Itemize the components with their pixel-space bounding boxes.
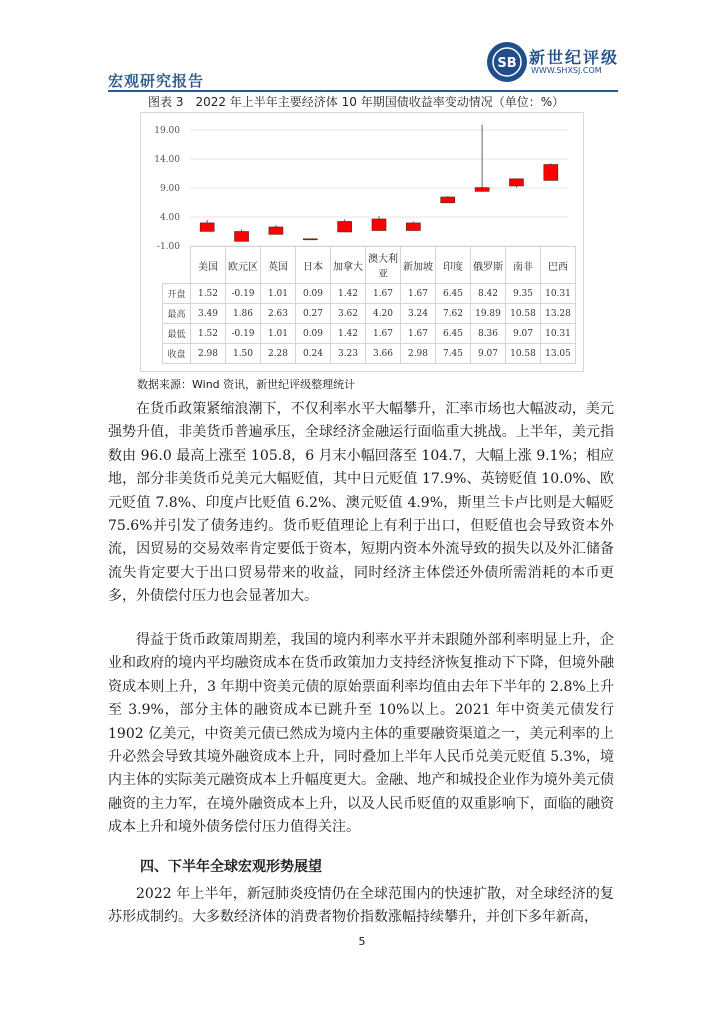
open-value: 8.42 <box>471 284 506 304</box>
row-label: 最高 <box>163 304 191 324</box>
candle-body <box>441 197 455 203</box>
y-axis-ticks <box>154 126 180 252</box>
candle-body <box>200 223 214 231</box>
open-value: 9.35 <box>506 284 541 304</box>
close-value: 1.50 <box>226 344 261 364</box>
category-label: 加拿大 <box>331 247 366 284</box>
close-value: 7.45 <box>436 344 471 364</box>
low-value: 8.36 <box>471 324 506 344</box>
high-value: 13.28 <box>541 304 576 324</box>
table-corner <box>163 247 191 284</box>
category-label: 南非 <box>506 247 541 284</box>
close-value: 3.66 <box>366 344 401 364</box>
category-label: 美国 <box>191 247 226 284</box>
logo-name: 新世纪评级 <box>529 48 620 67</box>
section-heading: 四、下半年全球宏观形势展望 <box>140 859 322 875</box>
low-value: 1.01 <box>261 324 296 344</box>
high-value: 3.49 <box>191 304 226 324</box>
low-value: 1.42 <box>331 324 366 344</box>
chart-data-table <box>162 246 576 364</box>
body-paragraph-2: 得益于货币政策周期差，我国的境内利率水平并未跟随外部利率明显上升，企业和政府的境内平均融资成本在货币政策加力支持经济恢复推动下下降，但境外融资成本则上升，3 年期中资美元债的原始票面利率均值由去年下半年的 2.8%上升至 3.9%，部分主体的融资成本已跳升至 10%以上。2021 年中资美元债发行 1902 亿美元，中资美元债已然成为境内主体的重要融资渠道之一，美元利率的上升必然会导致其境外融资成本上升，同时叠加上半年人民币兑美元贬值 5.3%，境内主体的实际美元融资成本上升幅度更大。金融、地产和城投企业作为境外美元债融资的主力军，在境外融资成本上升，以及人民币贬值的双重影响下，面临的融资成本上升和境外债务偿付压力值得关注。 <box>108 632 614 836</box>
logo-url: WWW.SHXSJ.COM <box>531 66 602 75</box>
low-value: 10.31 <box>541 324 576 344</box>
table-row-low <box>163 324 576 344</box>
low-value: 9.07 <box>506 324 541 344</box>
open-value: 1.67 <box>366 284 401 304</box>
high-value: 0.27 <box>296 304 331 324</box>
figure-source: 数据来源：Wind 资讯，新世纪评级整理统计 <box>137 378 356 391</box>
y-tick-label: -1.00 <box>156 242 180 252</box>
open-value: 0.09 <box>296 284 331 304</box>
category-label: 日本 <box>296 247 331 284</box>
table-row-open <box>163 284 576 304</box>
close-value: 2.98 <box>401 344 436 364</box>
row-label: 最低 <box>163 324 191 344</box>
category-label: 欧元区 <box>226 247 261 284</box>
low-value: 1.67 <box>366 324 401 344</box>
category-label: 俄罗斯 <box>471 247 506 284</box>
high-value: 3.62 <box>331 304 366 324</box>
low-value: 6.45 <box>436 324 471 344</box>
high-value: 1.86 <box>226 304 261 324</box>
body-paragraph-3: 2022 年上半年，新冠肺炎疫情仍在全球范围内的快速扩散，对全球经济的复苏形成制约。大多数经济体的消费者物价指数涨幅持续攀升，并创下多年新高， <box>108 886 614 926</box>
candle-body <box>475 188 489 192</box>
high-value: 2.63 <box>261 304 296 324</box>
y-tick-label: 19.00 <box>154 126 180 136</box>
category-label: 新加坡 <box>401 247 436 284</box>
logo-initials: SB <box>497 56 517 71</box>
table-row-close <box>163 344 576 364</box>
category-label: 巴西 <box>541 247 576 284</box>
candle-body <box>269 227 283 234</box>
open-value: 1.01 <box>261 284 296 304</box>
low-value: -0.19 <box>226 324 261 344</box>
row-label: 开盘 <box>163 284 191 304</box>
y-tick-label: 14.00 <box>154 155 180 165</box>
close-value: 2.98 <box>191 344 226 364</box>
close-value: 13.05 <box>541 344 576 364</box>
close-value: 3.23 <box>331 344 366 364</box>
page-number: 5 <box>358 935 366 948</box>
y-tick-label: 4.00 <box>159 213 180 223</box>
table-header-row <box>163 247 576 284</box>
open-value: 1.52 <box>191 284 226 304</box>
low-value: 1.52 <box>191 324 226 344</box>
category-label: 澳大利 亚 <box>366 247 401 284</box>
candle-body <box>509 179 523 186</box>
high-value: 4.20 <box>366 304 401 324</box>
report-title: 宏观研究报告 <box>108 72 205 90</box>
high-value: 19.89 <box>471 304 506 324</box>
low-value: 0.09 <box>296 324 331 344</box>
candle-body <box>338 221 352 231</box>
body-paragraph-1: 在货币政策紧缩浪潮下，不仅利率水平大幅攀升，汇率市场也大幅波动，美元强势升值，非美货币普遍承压，全球经济金融运行面临重大挑战。上半年，美元指数由 96.0 最高上涨至 105.8，6 月末小幅回落至 104.7，大幅上涨 9.1%；相应地，部分非美货币兑美元大幅贬值，其中日元贬值 17.9%、英镑贬值 10.0%、欧元贬值 7.8%、印度卢比贬值 6.2%、澳元贬值 4.9%，斯里兰卡卢比则是大幅贬 75.6%并引发了债务违约。货币贬值理论上有利于出口，但贬值也会导致资本外流，因贸易的交易效率肯定要低于资本，短期内资本外流导致的损失以及外汇储备流失肯定要大于出口贸易带来的收益，同时经济主体偿还外债所需消耗的本币更多，外债偿付压力也会显著加大。 <box>108 401 614 605</box>
category-label: 印度 <box>436 247 471 284</box>
row-label: 收盘 <box>163 344 191 364</box>
y-tick-label: 9.00 <box>159 184 180 194</box>
high-value: 10.58 <box>506 304 541 324</box>
open-value: 10.31 <box>541 284 576 304</box>
candle-body <box>544 165 558 181</box>
candle-body <box>235 232 249 242</box>
figure-caption: 图表 3 2022 年上半年主要经济体 10 年期国债收益率变动情况（单位：%） <box>148 95 565 109</box>
open-value: 1.42 <box>331 284 366 304</box>
table-row-high <box>163 304 576 324</box>
close-value: 9.07 <box>471 344 506 364</box>
close-value: 2.28 <box>261 344 296 364</box>
candle-body <box>372 219 386 231</box>
low-value: 1.67 <box>401 324 436 344</box>
high-value: 3.24 <box>401 304 436 324</box>
close-value: 10.58 <box>506 344 541 364</box>
close-value: 0.24 <box>296 344 331 364</box>
chart-candles <box>200 125 558 241</box>
candle-body <box>406 223 420 231</box>
category-label: 英国 <box>261 247 296 284</box>
open-value: -0.19 <box>226 284 261 304</box>
candle-body <box>303 239 317 240</box>
high-value: 7.62 <box>436 304 471 324</box>
open-value: 1.67 <box>401 284 436 304</box>
open-value: 6.45 <box>436 284 471 304</box>
